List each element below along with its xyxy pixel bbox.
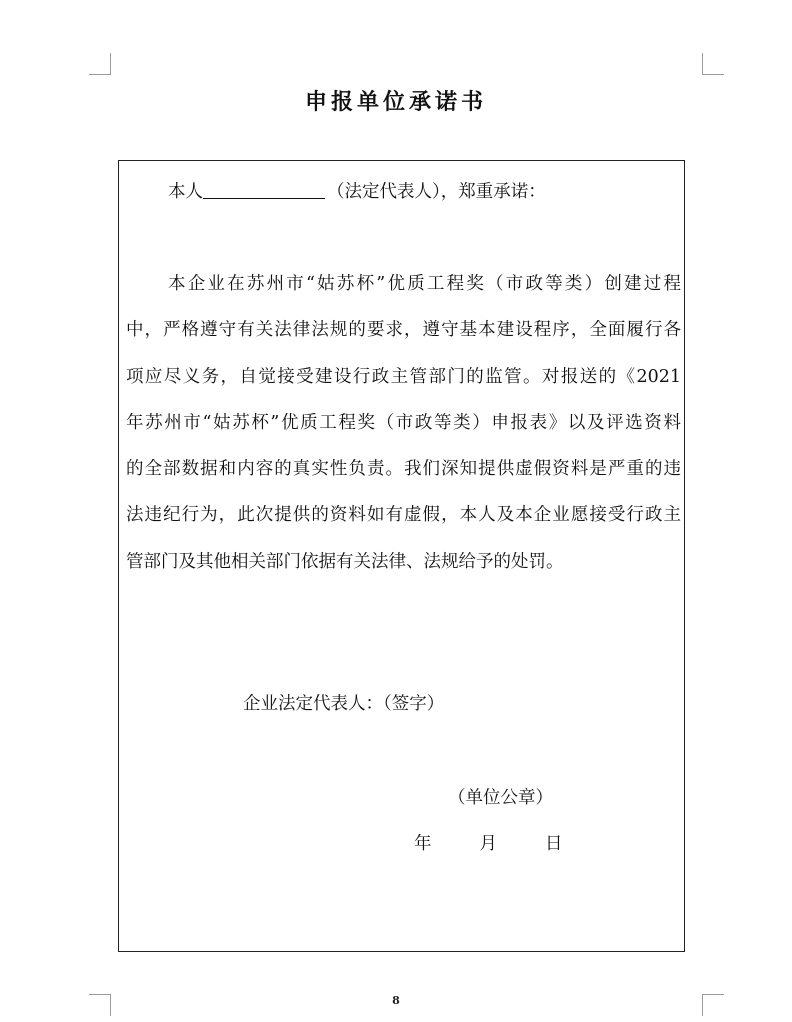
crop-mark-top-left — [89, 53, 111, 75]
document-title: 申报单位承诺书 — [304, 90, 487, 115]
paragraph-line: 管部门及其他相关部门依据有关法律、法规给予的处罚。 — [126, 551, 564, 572]
signature-label: 企业法定代表人：（签字） — [243, 694, 445, 714]
date-day-label: 日 — [545, 834, 563, 854]
date-month-label: 月 — [479, 834, 497, 854]
name-blank-line[interactable] — [203, 180, 325, 199]
date-line — [414, 832, 564, 856]
intro-suffix: （法定代表人），郑重承诺： — [327, 182, 546, 202]
page-number: 8 — [392, 994, 400, 1007]
paragraph-line: 法违纪行为，此次提供的资料如有虚假，本人及本企业愿接受行政主 — [126, 505, 681, 526]
date-year-label: 年 — [414, 834, 432, 854]
paragraph-line: 本企业在苏州市“姑苏杯”优质工程奖（市政等类）创建过程 — [168, 274, 681, 294]
paragraph-line: 中，严格遵守有关法律法规的要求，遵守基本建设程序，全面履行各 — [126, 320, 681, 341]
intro-line — [168, 180, 546, 204]
stamp-label: （单位公章） — [448, 788, 553, 808]
intro-prefix: 本人 — [168, 182, 203, 202]
paragraph-line: 年苏州市“姑苏杯”优质工程奖（市政等类）申报表》以及评选资料 — [126, 412, 681, 433]
paragraph-line: 项应尽义务，自觉接受建设行政主管部门的监管。对报送的《2021 — [126, 366, 681, 387]
crop-mark-top-right — [702, 53, 724, 75]
paragraph-line: 的全部数据和内容的真实性负责。我们深知提供虚假资料是严重的违 — [126, 459, 681, 480]
commitment-paragraph — [126, 270, 681, 594]
